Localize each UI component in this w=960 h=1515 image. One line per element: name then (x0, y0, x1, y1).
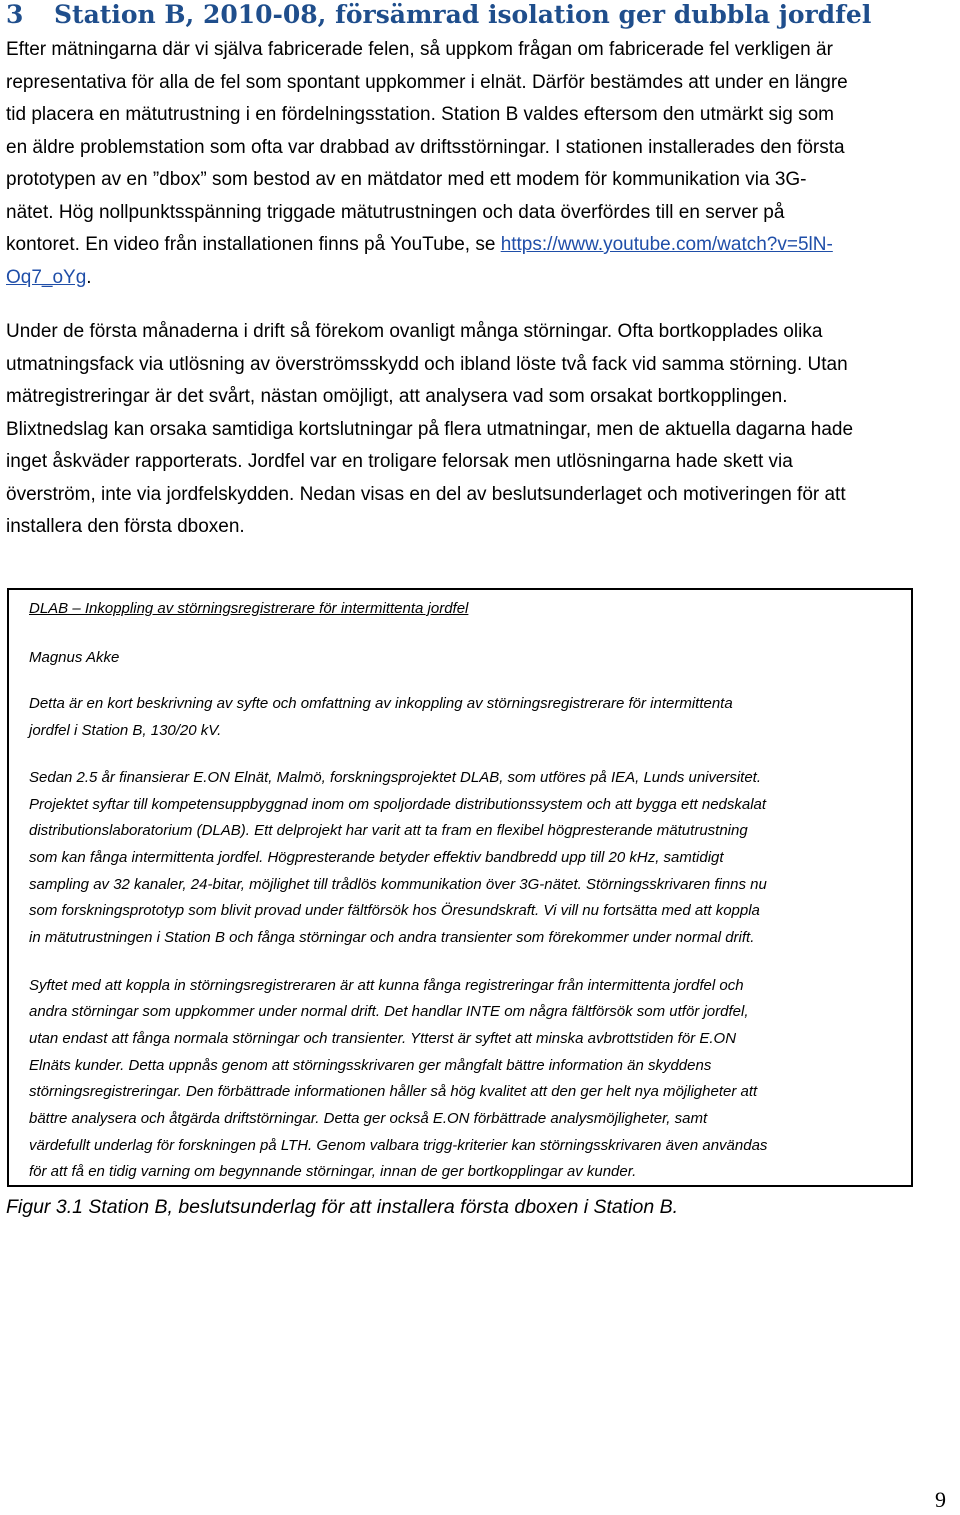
youtube-link[interactable]: https://www.youtube.com/watch?v=5lN- (500, 234, 833, 255)
box-background-line: sampling av 32 kanaler, 24-bitar, möjlighet till trådlös kommunikation över 3G-nätet. Störningsskrivaren finns nu (29, 876, 767, 893)
section-title: Station B, 2010-08, försämrad isolation ger dubbla jordfel (54, 0, 872, 29)
box-purpose-line: störningsregistreringar. Den förbättrade informationen håller så hög kvalitet att den ger helt nya möjligheter att (29, 1083, 758, 1100)
paragraph-line-text: kontoret. En video från installationen finns på YouTube, se (6, 234, 501, 255)
paragraph-line: utmatningsfack via utlösning av överströmsskydd och ibland löste två fack vid samma störning. Utan (6, 353, 848, 375)
box-purpose-line: för att få en tidig varning om begynnande störningar, innan de ger bortkopplingar av kunder. (29, 1163, 637, 1180)
page-number: 9 (935, 1487, 946, 1512)
box-purpose-line: andra störningar som uppkommer under normal drift. Det handlar INTE om några fältförsök som utför jordfel, (29, 1003, 749, 1020)
paragraph-line: överström, inte via jordfelskydden. Nedan visas en del av beslutsunderlaget och motiveringen för att (6, 483, 846, 505)
paragraph-line: Blixtnedslag kan orsaka samtidiga kortslutningar på flera utmatningar, men de aktuella dagarna hade (6, 418, 854, 440)
paragraph-line: inget åskväder rapporterats. Jordfel var en troligare felorsak men utlösningarna hade skett via (6, 451, 793, 472)
paragraph-line-text: . (86, 266, 92, 288)
paragraph-line: mätregistreringar är det svårt, nästan omöjligt, att analysera vad som orsakat bortkopplingen. (6, 386, 788, 407)
box-purpose-line: bättre analysera och åtgärda driftstörningar. Detta ger också E.ON förbättrade analysmöjligheter, samt (29, 1110, 708, 1127)
paragraph-line: installera den första dboxen. (6, 516, 245, 537)
decision-basis-box (7, 588, 913, 1187)
section-heading (6, 0, 871, 32)
section-number: 3 (6, 0, 24, 29)
box-purpose-line: utan endast att fånga normala störningar och transienter. Ytterst är syftet att minska avbrottstiden för E.ON (29, 1030, 737, 1047)
paragraph-intro (6, 34, 958, 294)
box-background-line: som forskningsprototyp som blivit provad under fältförsök hos Öresundskraft. Vi vill nu fortsätta med att koppla (29, 902, 760, 919)
paragraph-line: prototypen av en ”dbox” som bestod av en mätdator med ett modem för kommunikation via 3G- (6, 169, 807, 190)
paragraph-line (6, 262, 958, 295)
paragraph-line: Under de första månaderna i drift så förekom ovanligt många störningar. Ofta bortkopplades olika (6, 321, 823, 342)
box-background-line: Projektet syftar till kompetensuppbyggnad inom om spoljordade distributionssystem och att bygga ett nedskalat (29, 796, 767, 813)
box-background-line: Sedan 2.5 år finansierar E.ON Elnät, Malmö, forskningsprojektet DLAB, som utföres på IEA, Lunds universitet. (29, 769, 762, 786)
paragraph-line (6, 229, 958, 262)
paragraph-line: en äldre problemstation som ofta var drabbad av driftsstörningar. I stationen installerades den första (6, 136, 845, 158)
box-purpose-line: Elnäts kunder. Detta uppnås genom att störningsskrivaren ger mångfalt bättre information än skyddens (29, 1057, 712, 1074)
paragraph-line: Efter mätningarna där vi själva fabricerade felen, så uppkom frågan om fabricerade fel verkligen är (6, 39, 833, 60)
youtube-link-continued[interactable]: Oq7_oYg (6, 266, 87, 288)
box-intro-line: jordfel i Station B, 130/20 kV. (29, 722, 222, 739)
box-author: Magnus Akke (29, 649, 120, 666)
box-title: DLAB – Inkoppling av störningsregistrerare för intermittenta jordfel (29, 600, 469, 617)
paragraph-disturbances (6, 316, 958, 544)
box-background-line: in mätutrustningen i Station B och fånga störningar och andra transienter som förekommer under normal drift. (29, 929, 755, 946)
box-purpose-line: Syftet med att koppla in störningsregistreraren är att kunna fånga registreringar från intermittenta jordfel och (29, 977, 744, 994)
paragraph-line: tid placera en mätutrustning i en fördelningsstation. Station B valdes eftersom den utmärkt sig som (6, 104, 834, 125)
figure-caption: Figur 3.1 Station B, beslutsunderlag för att installera första dboxen i Station B. (6, 1196, 679, 1218)
paragraph-line: nätet. Hög nollpunktsspänning triggade mätutrustningen och data överfördes till en server på (6, 201, 785, 223)
paragraph-line: representativa för alla de fel som spontant uppkommer i elnät. Därför bestämdes att under en längre (6, 71, 848, 93)
box-background-line: distributionslaboratorium (DLAB). Ett delprojekt har varit att ta fram en flexibel högpresterande mätutrustning (29, 822, 748, 839)
box-background-line: som kan fånga intermittenta jordfel. Högpresterande betyder effektiv bandbredd upp till 20 kHz, samtidigt (29, 849, 724, 866)
box-purpose-line: värdefullt underlag för forskningen på LTH. Genom valbara trigg-kriterier kan störningsskrivaren även användas (29, 1137, 768, 1154)
box-intro-line: Detta är en kort beskrivning av syfte och omfattning av inkoppling av störningsregistrerare för intermittenta (29, 695, 733, 712)
